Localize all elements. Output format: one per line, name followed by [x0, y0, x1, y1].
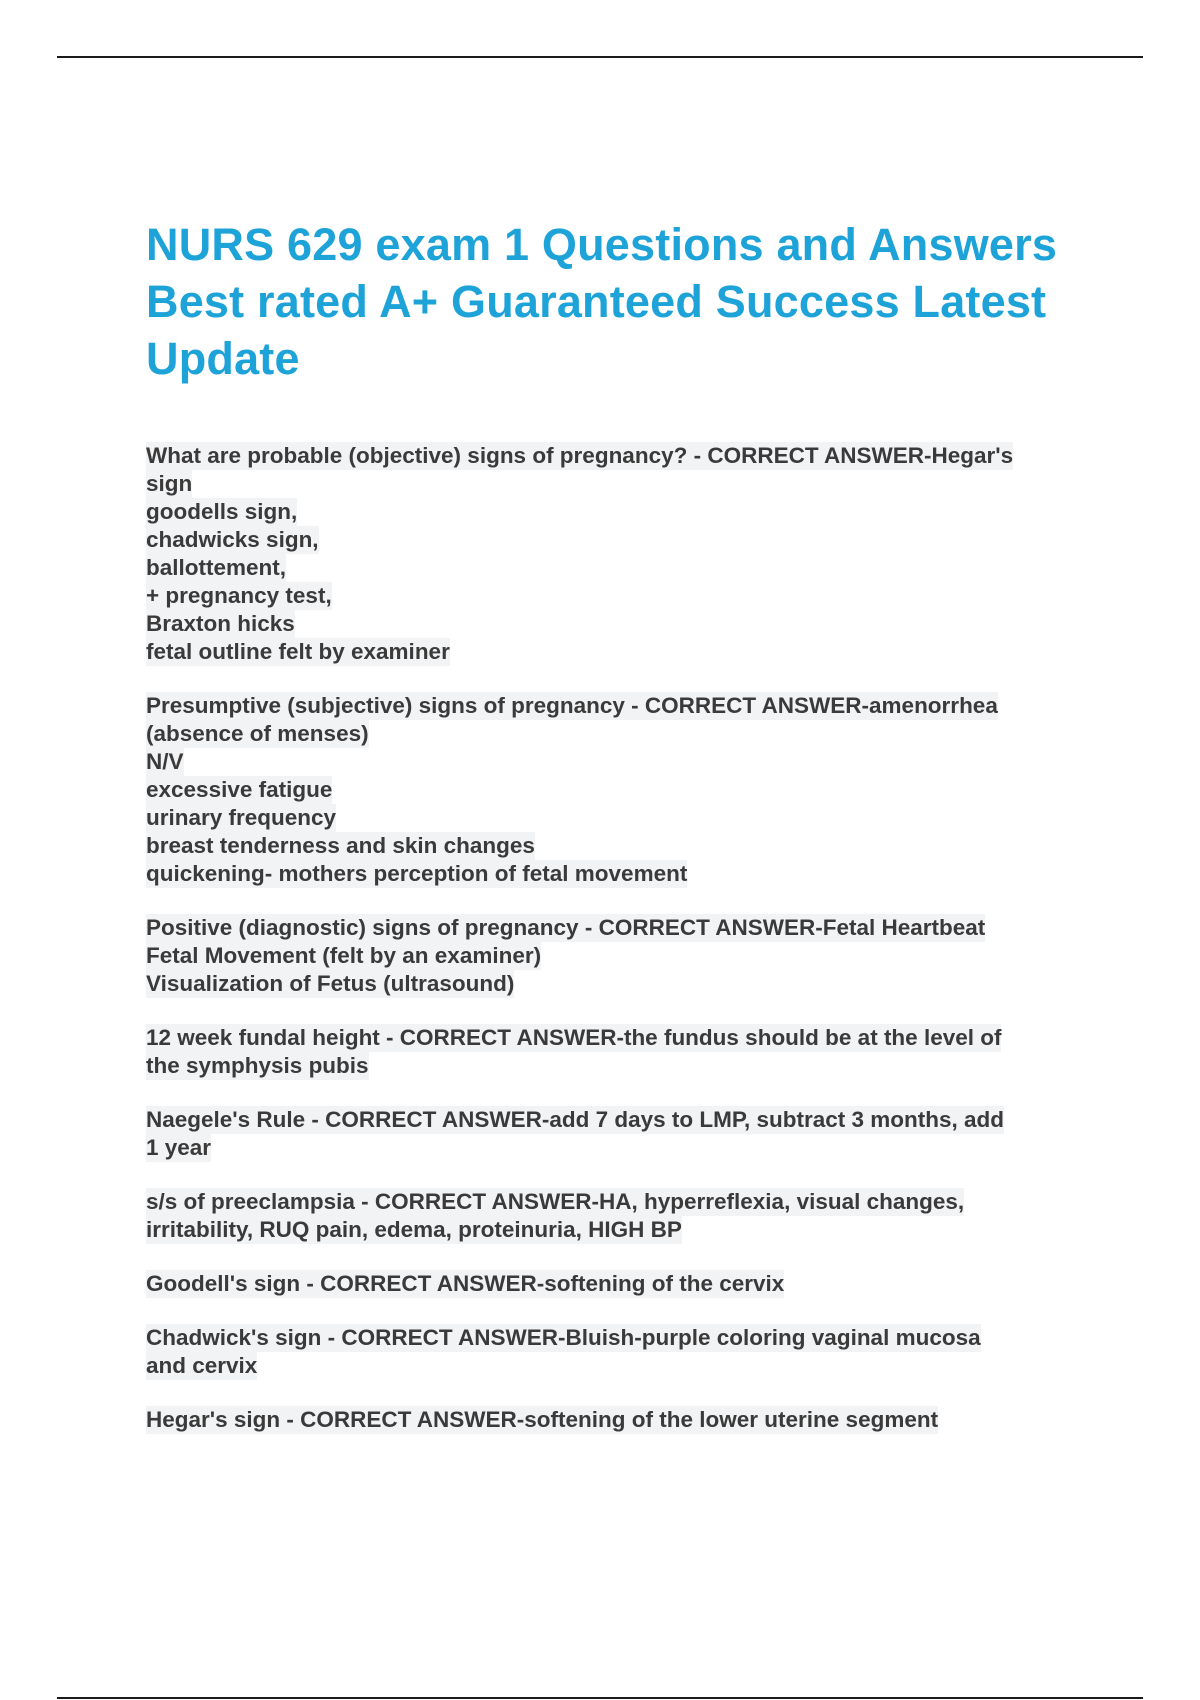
qa-line: chadwicks sign, — [146, 527, 319, 552]
qa-line: irritability, RUQ pain, edema, proteinuria, HIGH BP — [146, 1217, 682, 1242]
qa-item-presumptive-signs — [146, 692, 1096, 888]
qa-line: excessive fatigue — [146, 777, 333, 802]
qa-line: N/V — [146, 749, 184, 774]
qa-line: s/s of preeclampsia - CORRECT ANSWER-HA, hyperreflexia, visual changes, — [146, 1189, 965, 1214]
top-divider — [57, 56, 1143, 58]
qa-line: Fetal Movement (felt by an examiner) — [146, 943, 542, 968]
qa-line: Braxton hicks — [146, 611, 295, 636]
qa-line: Presumptive (subjective) signs of pregnancy - CORRECT ANSWER-amenorrhea — [146, 693, 998, 718]
qa-line: and cervix — [146, 1353, 258, 1378]
bottom-divider — [57, 1697, 1143, 1699]
document-title: NURS 629 exam 1 Questions and Answers Best rated A+ Guaranteed Success Latest Update — [146, 219, 1058, 384]
qa-line: Naegele's Rule - CORRECT ANSWER-add 7 days to LMP, subtract 3 months, add — [146, 1107, 1004, 1132]
qa-line: Visualization of Fetus (ultrasound) — [146, 971, 515, 996]
qa-item-fundal-height — [146, 1024, 1096, 1080]
qa-item-naegeles-rule — [146, 1106, 1096, 1162]
qa-item-preeclampsia — [146, 1188, 1096, 1244]
qa-line: Positive (diagnostic) signs of pregnancy - CORRECT ANSWER-Fetal Heartbeat — [146, 915, 986, 940]
qa-line: Chadwick's sign - CORRECT ANSWER-Bluish-purple coloring vaginal mucosa — [146, 1325, 981, 1350]
qa-line: What are probable (objective) signs of pregnancy? - CORRECT ANSWER-Hegar's — [146, 443, 1014, 468]
qa-line: quickening- mothers perception of fetal movement — [146, 861, 688, 886]
qa-line: 12 week fundal height - CORRECT ANSWER-the fundus should be at the level of — [146, 1025, 1002, 1050]
qa-line: + pregnancy test, — [146, 583, 332, 608]
qa-line: urinary frequency — [146, 805, 337, 830]
qa-line: fetal outline felt by examiner — [146, 639, 450, 664]
qa-line: 1 year — [146, 1135, 212, 1160]
qa-line: breast tenderness and skin changes — [146, 833, 535, 858]
qa-line: (absence of menses) — [146, 721, 369, 746]
qa-list — [146, 442, 1096, 1460]
qa-line: goodells sign, — [146, 499, 298, 524]
qa-line: Hegar's sign - CORRECT ANSWER-softening of the lower uterine segment — [146, 1407, 939, 1432]
qa-item-probable-signs — [146, 442, 1096, 666]
qa-line: sign — [146, 471, 193, 496]
qa-item-chadwicks-sign — [146, 1324, 1096, 1380]
qa-item-positive-signs — [146, 914, 1096, 998]
qa-line: Goodell's sign - CORRECT ANSWER-softening of the cervix — [146, 1271, 785, 1296]
qa-line: the symphysis pubis — [146, 1053, 369, 1078]
qa-item-goodells-sign — [146, 1270, 1096, 1298]
qa-line: ballottement, — [146, 555, 287, 580]
qa-item-hegars-sign — [146, 1406, 1096, 1434]
